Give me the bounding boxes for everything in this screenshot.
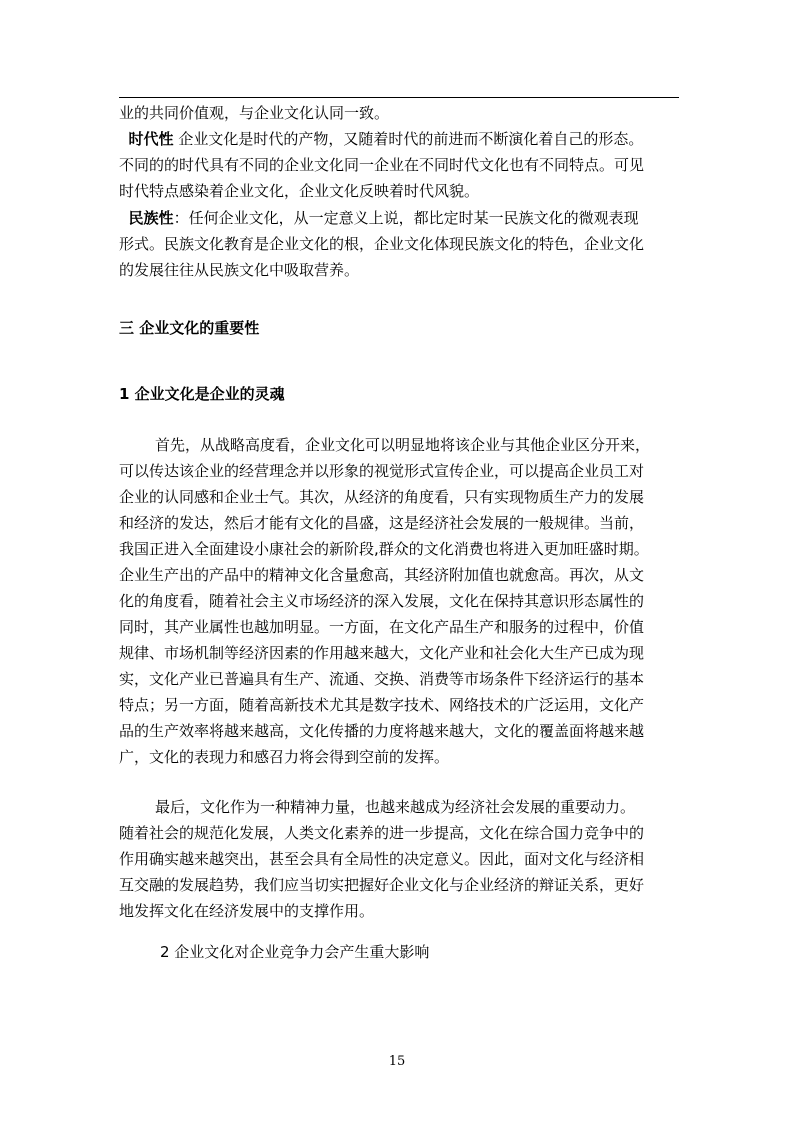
text-line: 首先，从战略高度看，企业文化可以明显地将该企业与其他企业区分开来， (155, 436, 651, 454)
text-line: 广，文化的表现力和感召力将会得到空前的发挥。 (119, 748, 450, 766)
text-line: 品的生产效率将越来越高，文化传播的力度将越来越大，文化的覆盖面将越来越 (119, 722, 645, 740)
text-line: 时代特点感染着企业文化，企业文化反映着时代风貌。 (119, 182, 480, 200)
text-line: 作用确实越来越突出，甚至会具有全局性的决定意义。因此，面对文化与经济相 (119, 850, 645, 868)
header-rule (119, 97, 679, 98)
text-segment: 企业文化是时代的产物，又随着时代的前进而不断演化着自己的形态。 (173, 130, 644, 148)
text-line: 企业的认同感和企业士气。其次，从经济的角度看，只有实现物质生产力的发展 (119, 488, 645, 506)
era-term: 时代性 (128, 130, 174, 148)
text-line: 不同的的时代具有不同的企业文化同一企业在不同时代文化也有不同特点。可见 (119, 156, 645, 174)
page-number: 15 (388, 1054, 406, 1069)
text-line: 同时，其产业属性也越加明显。一方面，在文化产品生产和服务的过程中，价值 (119, 618, 645, 636)
subsection-heading-2: 2 企业文化对企业竞争力会产生重大影响 (160, 943, 430, 961)
text-line (119, 126, 679, 152)
section-heading: 三 企业文化的重要性 (119, 319, 260, 337)
text-line: 可以传达该企业的经营理念并以形象的视觉形式宣传企业，可以提高企业员工对 (119, 462, 645, 480)
text-line: 规律、市场机制等经济因素的作用越来越大，文化产业和社会化大生产已成为现 (119, 644, 645, 662)
text-line: 实，文化产业已普遍具有生产、流通、交换、消费等市场条件下经济运行的基本 (119, 670, 645, 688)
text-line: 特点；另一方面，随着高新技术尤其是数字技术、网络技术的广泛运用，文化产 (119, 696, 645, 714)
text-line: 互交融的发展趋势，我们应当切实把握好企业文化与企业经济的辩证关系，更好 (119, 876, 645, 894)
text-line: 和经济的发达，然后才能有文化的昌盛，这是经济社会发展的一般规律。当前， (119, 514, 645, 532)
text-line: 随着社会的规范化发展，人类文化素养的进一步提高，文化在综合国力竞争中的 (119, 824, 645, 842)
body-paragraph-2 (119, 794, 679, 924)
text-line: 形式。民族文化教育是企业文化的根，企业文化体现民族文化的特色，企业文化 (119, 235, 645, 253)
text-line: 地发挥文化在经济发展中的支撑作用。 (119, 902, 375, 920)
intro-paragraph (119, 100, 679, 126)
body-paragraph-1 (119, 432, 679, 770)
subsection-heading: 1 企业文化是企业的灵魂 (119, 385, 285, 403)
text-line: 的发展往往从民族文化中吸取营养。 (119, 261, 360, 279)
text-line (119, 205, 679, 231)
text-line: 业的共同价值观，与企业文化认同一致。 (119, 104, 390, 122)
nation-term: 民族性 (128, 209, 174, 227)
nation-paragraph (119, 205, 679, 283)
text-line: 化的角度看，随着社会主义市场经济的深入发展，文化在保持其意识形态属性的 (119, 592, 645, 610)
text-segment: ：任何企业文化，从一定意义上说，都比定时某一民族文化的微观表现 (173, 209, 639, 227)
era-paragraph (119, 126, 679, 204)
text-line: 我国正进入全面建设小康社会的新阶段,群众的文化消费也将进入更加旺盛时期。 (119, 540, 649, 558)
text-line: 企业生产出的产品中的精神文化含量愈高，其经济附加值也就愈高。再次，从文 (119, 566, 645, 584)
text-line: 最后，文化作为一种精神力量，也越来越成为经济社会发展的重要动力。 (155, 798, 636, 816)
